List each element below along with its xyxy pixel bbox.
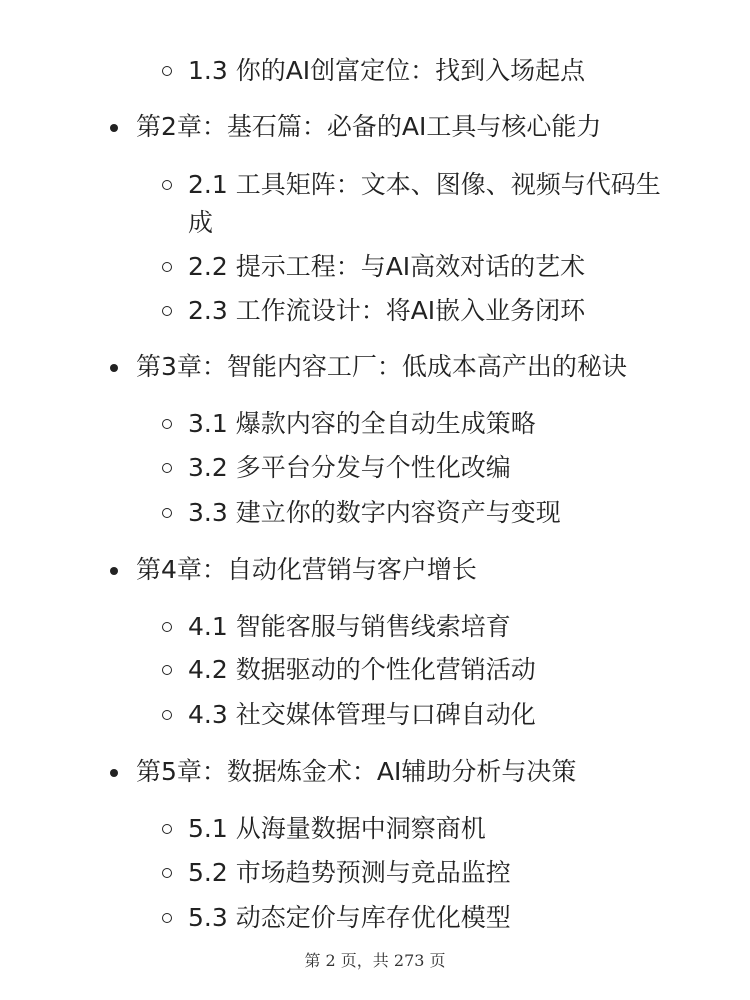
circle-bullet-icon: [162, 419, 172, 429]
toc-chapter-5: [110, 753, 576, 791]
toc-chapter-4: [110, 551, 477, 589]
toc-section-2-1: [162, 166, 682, 242]
toc-chapter-label: 第2章：基石篇：必备的AI工具与核心能力: [136, 112, 602, 141]
toc-section-3-1: [162, 405, 536, 443]
toc-section-label: 2.1 工具矩阵：文本、图像、视频与代码生成: [188, 170, 661, 237]
toc-section-label: 2.2 提示工程：与AI高效对话的艺术: [188, 252, 586, 281]
toc-section-label: 5.2 市场趋势预测与竞品监控: [188, 858, 511, 887]
disc-bullet-icon: [110, 364, 118, 372]
toc-section-label: 4.3 社交媒体管理与口碑自动化: [188, 700, 536, 729]
toc-section-2-2: [162, 248, 585, 286]
toc-section-3-3: [162, 494, 561, 532]
toc-section-4-1: [162, 608, 511, 646]
disc-bullet-icon: [110, 567, 118, 575]
circle-bullet-icon: [162, 262, 172, 272]
circle-bullet-icon: [162, 824, 172, 834]
circle-bullet-icon: [162, 66, 172, 76]
page-number-footer: 第 2 页，共 273 页: [304, 951, 446, 970]
toc-section-3-2: [162, 449, 511, 487]
circle-bullet-icon: [162, 180, 172, 190]
toc-section-label: 3.2 多平台分发与个性化改编: [188, 453, 511, 482]
toc-section-label: 4.2 数据驱动的个性化营销活动: [188, 655, 536, 684]
toc-chapter-label: 第5章：数据炼金术：AI辅助分析与决策: [136, 757, 577, 786]
toc-section-2-3: [162, 292, 585, 330]
circle-bullet-icon: [162, 710, 172, 720]
circle-bullet-icon: [162, 463, 172, 473]
disc-bullet-icon: [110, 124, 118, 132]
circle-bullet-icon: [162, 913, 172, 923]
toc-chapter-2: [110, 108, 601, 146]
toc-section-label: 3.3 建立你的数字内容资产与变现: [188, 498, 561, 527]
circle-bullet-icon: [162, 665, 172, 675]
toc-chapter-3: [110, 348, 627, 386]
toc-section-label: 3.1 爆款内容的全自动生成策略: [188, 409, 536, 438]
toc-section-label: 2.3 工作流设计：将AI嵌入业务闭环: [188, 296, 586, 325]
toc-section-5-1: [162, 810, 486, 848]
circle-bullet-icon: [162, 508, 172, 518]
toc-section-label: 5.1 从海量数据中洞察商机: [188, 814, 486, 843]
toc-section-label: 1.3 你的AI创富定位：找到入场起点: [188, 56, 586, 85]
disc-bullet-icon: [110, 769, 118, 777]
toc-section-5-2: [162, 854, 511, 892]
toc-section-label: 5.3 动态定价与库存优化模型: [188, 903, 511, 932]
circle-bullet-icon: [162, 622, 172, 632]
circle-bullet-icon: [162, 868, 172, 878]
toc-chapter-label: 第3章：智能内容工厂：低成本高产出的秘诀: [136, 352, 627, 381]
toc-section-4-2: [162, 651, 536, 689]
toc-section-1-3: [162, 52, 585, 90]
toc-section-label: 4.1 智能客服与销售线索培育: [188, 612, 511, 641]
toc-section-5-3: [162, 899, 511, 937]
toc-section-4-3: [162, 696, 536, 734]
circle-bullet-icon: [162, 306, 172, 316]
toc-chapter-label: 第4章：自动化营销与客户增长: [136, 555, 477, 584]
